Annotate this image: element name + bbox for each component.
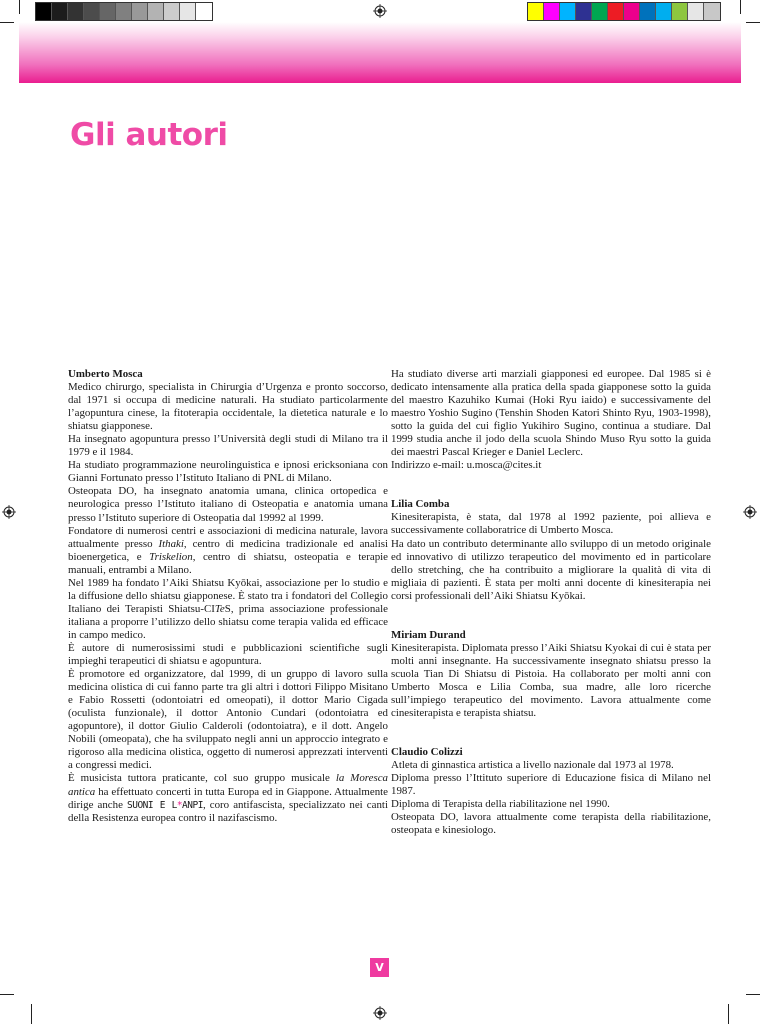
bio-paragraph: Kinesiterapista, è stata, dal 1978 al 1992 paziente, poi allieva e successivamente collaboratrice di Umberto Mosca.	[391, 511, 711, 537]
bio-paragraph: Fondatore di numerosi centri e associazioni di medicina naturale, lavora attualmente presso Ithaki, centro di medicina tradizionale ed analisi bioenergetica, e Triskelion, centro di shiatsu, osteopatia e terapie manuali, entrambi a Milano.	[68, 524, 388, 576]
color-swatch	[528, 3, 544, 20]
color-swatch	[164, 3, 180, 20]
color-swatch	[608, 3, 624, 20]
color-swatch	[132, 3, 148, 20]
color-swatch	[116, 3, 132, 20]
crop-mark	[740, 0, 741, 14]
right-column	[391, 368, 711, 837]
color-swatch	[180, 3, 196, 20]
left-column	[68, 368, 388, 825]
crop-mark	[31, 1004, 32, 1024]
moresca-antica-name: la Moresca antica	[68, 772, 388, 798]
page-number: V	[370, 958, 389, 977]
suoni-e-lampi-logo: SUONI E L*ANPI	[127, 799, 203, 811]
registration-mark-icon	[2, 505, 16, 519]
ithaki-name: Ithaki	[158, 537, 184, 550]
color-swatch	[68, 3, 84, 20]
author-name-colizzi: Claudio Colizzi	[391, 746, 463, 759]
bio-paragraph: Nel 1989 ha fondato l’Aiki Shiatsu Kyōkai, associazione per lo studio e la diffusione dello shiatsu giapponese. È stato tra i fondatori del Collegio Italiano dei Terapisti Shiatsu-CITeS, prima associazione professionale italiana a proporre l’utilizzo dello shiatsu come terapia valida ed efficace in campo medico.	[68, 576, 389, 641]
author-name-mosca: Umberto Mosca	[68, 368, 143, 380]
color-swatch	[592, 3, 608, 20]
email-line: Indirizzo e-mail: u.mosca@cites.it	[391, 459, 542, 472]
color-swatch	[624, 3, 640, 20]
registration-mark-icon	[373, 4, 387, 18]
bio-paragraph: Diploma di Terapista della riabilitazione nel 1990.	[391, 798, 610, 811]
process-color-bar	[527, 2, 721, 21]
crop-mark	[728, 1004, 729, 1024]
bio-paragraph: Kinesiterapista. Diplomata presso l’Aiki Shiatsu Kyokai di cui è stata per molti anni insegnante. Ha successivamente insegnato shiatsu presso la scuola Tian Di Shiatsu di Pistoia. Ha collaborato per molti anni con Umberto Mosca e Lilia Comba, sua madre, alle loro ricerche sull’impiego terapeutico del movimento. Lavora attualmente come cinesiterapista e terapista shiatsu.	[391, 641, 711, 720]
bio-paragraph: È promotore ed organizzatore, dal 1999, di un gruppo di lavoro sulla medicina olistica di cui fanno parte tra gli altri i dottori Filippo Misitano e Fabio Rossetti (odontoiatri ed omeopati), il dottor Mario Cigada (oculista funzionale), il dottor Antonio Cundari (odontoiatra ed agopuntore), il dottor Giulio Calderoli (odontoiatra), e il dott. Angelo Nobili (omeopata), che ha sviluppato negli anni un approccio integrato e rigoroso alla medicina olistica, oggetto di numerosi apprezzati interventi a congressi medici.	[68, 668, 388, 772]
bio-paragraph: È autore di numerosissimi studi e pubblicazioni scientifiche sugli impieghi terapeutici di shiatsu e agopuntura.	[68, 641, 388, 668]
color-swatch	[640, 3, 656, 20]
color-swatch	[576, 3, 592, 20]
color-swatch	[100, 3, 116, 20]
author-name-durand: Miriam Durand	[391, 628, 466, 641]
color-swatch	[52, 3, 68, 20]
color-swatch	[704, 3, 720, 20]
registration-mark-icon	[373, 1006, 387, 1020]
bio-paragraph: Ha studiato programmazione neurolinguistica e ipnosi ericksoniana con Gianni Fortunato presso l’Istituto Italiano di PNL di Milano.	[68, 459, 388, 485]
bio-paragraph: È musicista tuttora praticante, col suo gruppo musicale la Moresca antica ha effettuato concerti in tutta Europa ed in Giappone. Attualmente dirige anche SUONI E L*ANPI, coro antifascista, specializzato nei canti della Resistenza europea contro il nazifascismo.	[68, 772, 388, 824]
page-title: Gli autori	[70, 117, 228, 153]
color-swatch	[544, 3, 560, 20]
color-swatch	[36, 3, 52, 20]
color-swatch	[196, 3, 212, 20]
bio-paragraph: Diploma presso l’Ittituto superiore di Educazione fisica di Milano nel 1987.	[391, 772, 711, 798]
bio-paragraph: Ha studiato diverse arti marziali giapponesi ed europee. Dal 1985 si è dedicato intensamente alla pratica della spada giapponese sotto la guida del maestro Kazuhiko Kumai (Hoki Ryu iaido) e successivamente del maestro Yoshio Sugino (Tenshin Shoden Katori Shinto Ryu, 1903-1998), sotto la guida del cui figlio Yukihiro Sugino, continua a studiare. Dal 1999 studia anche il jodo della scuola Shindo Muso Ryu sotto la guida dei maestri Pascal Krieger e Daniel Leclerc.	[391, 368, 711, 459]
bio-paragraph: Ha insegnato agopuntura presso l’Università degli studi di Milano tra il 1979 e il 1984.	[68, 433, 388, 459]
gray-color-bar	[35, 2, 213, 21]
crop-mark	[0, 22, 14, 23]
color-swatch	[656, 3, 672, 20]
crop-mark	[0, 994, 14, 995]
registration-mark-icon	[743, 505, 757, 519]
bio-paragraph: Atleta di ginnastica artistica a livello nazionale dal 1973 al 1978.	[391, 759, 674, 772]
crop-mark	[746, 994, 760, 995]
header-band	[19, 22, 741, 83]
bio-paragraph: Medico chirurgo, specialista in Chirurgia d’Urgenza e pronto soccorso, dal 1971 si occupa di medicine naturali. Ha studiato particolarmente l’agopuntura cinese, la fitoterapia occidentale, la dietetica naturale e lo shiatsu giapponese.	[68, 381, 388, 433]
bio-paragraph: Osteopata DO, lavora attualmente come terapista della riabilitazione, osteopata e kinesiologo.	[391, 811, 711, 837]
color-swatch	[672, 3, 688, 20]
triskelion-name: Triskelion	[149, 550, 193, 563]
author-name-comba: Lilia Comba	[391, 498, 450, 511]
color-swatch	[560, 3, 576, 20]
bio-paragraph: Osteopata DO, ha insegnato anatomia umana, clinica ortopedica e neurologica presso l’Istituto italiano di Osteopatia e anatomia umana presso l’Istituto superiore di Osteopatia dal 19992 al 1999.	[68, 485, 388, 524]
color-swatch	[84, 3, 100, 20]
bio-paragraph: Ha dato un contributo determinante allo sviluppo di un metodo originale ed innovativo di utilizzo terapeutico del movimento ed in particolare dello stretching, che ha contribuito a migliorare la qualità di vita di migliaia di pazienti. È stata per molti anni docente di kinesiterapia nei corsi professionali dell’Aiki Shiatsu Kyōkai.	[391, 537, 711, 602]
color-swatch	[148, 3, 164, 20]
color-swatch	[688, 3, 704, 20]
crop-mark	[746, 22, 760, 23]
crop-mark	[19, 0, 20, 14]
